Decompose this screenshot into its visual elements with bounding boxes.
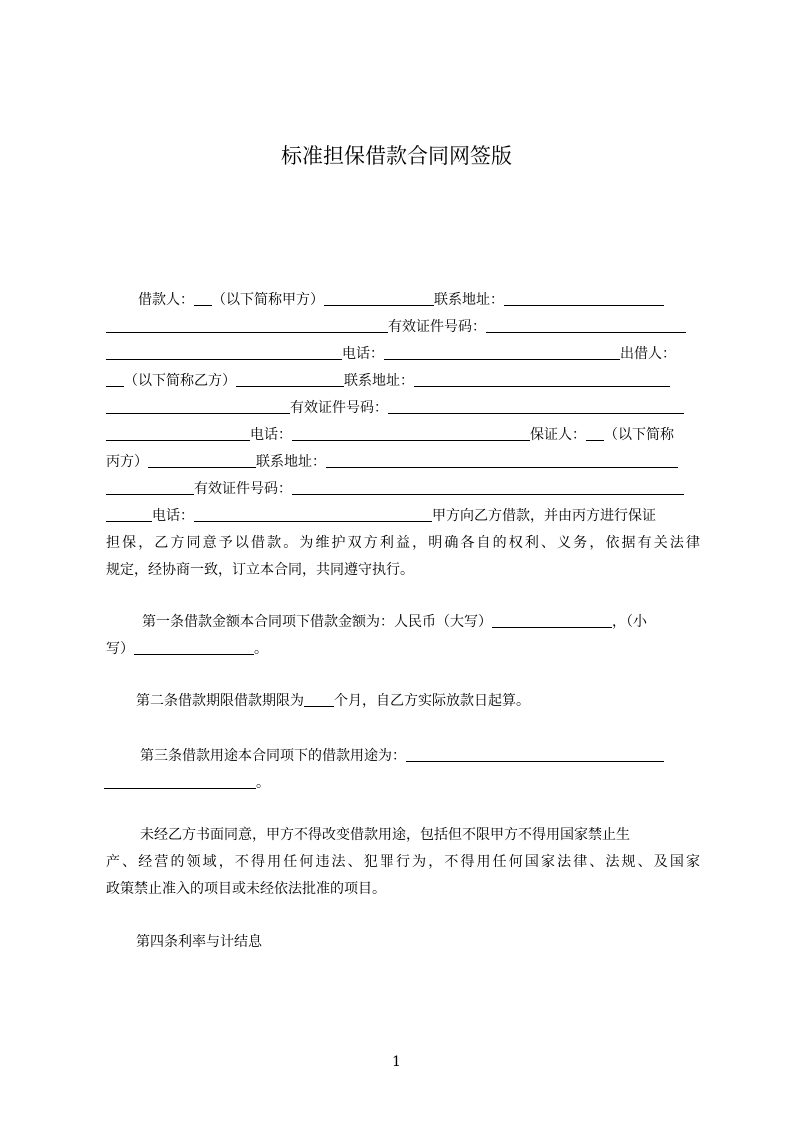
blank [326, 452, 678, 468]
restriction-line-2: 产、经营的领域，不得用任何违法、犯罪行为，不得用任何国家法律、法规、及国家 [106, 854, 700, 870]
article-2-text-b: 个月，自乙方实际放款日起算。 [334, 693, 530, 709]
blank [414, 371, 670, 387]
blank [106, 317, 388, 333]
article-1-line-1 [106, 609, 700, 635]
id-label: 有效证件号码： [194, 481, 292, 497]
blank [106, 425, 250, 441]
page-number: 1 [392, 1054, 401, 1070]
guarantor-label: 保证人： [530, 427, 586, 443]
party-line-3 [106, 341, 700, 367]
intro-line-3: 规定，经协商一致，订立本合同，共同遵守执行。 [106, 562, 414, 578]
blank [106, 479, 194, 495]
party-line-7 [106, 449, 700, 475]
usage-blank-cont [104, 773, 256, 789]
blank [194, 506, 432, 522]
address-label: 联系地址： [344, 373, 414, 389]
blank [586, 425, 604, 441]
document-title: 标准担保借款合同网签版 [281, 144, 512, 168]
restriction-line-1: 未经乙方书面同意，甲方不得改变借款用途，包括但不限甲方不得用国家禁止生 [140, 827, 630, 843]
party-line-9 [106, 503, 700, 529]
party-line-6 [106, 422, 700, 448]
article-1-text: 第一条借款金额本合同项下借款金额为：人民币（大写） [142, 614, 492, 630]
blank [148, 452, 256, 468]
article-3-text: 第三条借款用途本合同项下的借款用途为： [140, 748, 406, 764]
amount-digits-blank [134, 639, 254, 655]
article-2-text-a: 第二条借款期限借款期限为 [136, 693, 304, 709]
blank [384, 344, 620, 360]
phone-label: 电话： [152, 508, 194, 524]
blank [388, 398, 684, 414]
blank [236, 371, 344, 387]
address-label: 联系地址： [256, 454, 326, 470]
usage-blank [406, 746, 664, 762]
blank [106, 371, 124, 387]
article-1-small: ，（小 [612, 614, 647, 630]
lender-label: 出借人： [620, 346, 676, 362]
id-label: 有效证件号码： [388, 319, 486, 335]
article-3-end: 。 [256, 775, 270, 791]
address-label: 联系地址： [434, 292, 504, 308]
phone-label: 电话： [342, 346, 384, 362]
borrower-alias: （以下简称甲方） [212, 292, 324, 308]
guarantor-alias: （以下简称 [604, 427, 674, 443]
article-3-line-1 [106, 743, 700, 769]
guarantor-alias-cont: 丙方） [106, 454, 148, 470]
article-1-end: 。 [254, 641, 268, 657]
blank [106, 398, 290, 414]
borrower-label: 借款人： [138, 292, 194, 308]
restriction-line-3: 政策禁止准入的项目或未经依法批准的项目。 [106, 881, 386, 897]
party-line-8 [106, 476, 700, 502]
article-3-line-2 [104, 770, 698, 796]
article-4-heading: 第四条利率与计结息 [136, 934, 262, 950]
blank [106, 506, 152, 522]
party-line-2 [106, 314, 700, 340]
lender-alias: （以下简称乙方） [124, 373, 236, 389]
article-1-line-2 [106, 636, 700, 662]
id-label: 有效证件号码： [290, 400, 388, 416]
blank [486, 317, 686, 333]
blank [194, 290, 212, 306]
blank [106, 344, 342, 360]
article-1-small-cont: 写） [106, 641, 134, 657]
article-2-line [106, 688, 700, 714]
months-blank [304, 691, 334, 707]
blank [324, 290, 434, 306]
phone-label: 电话： [250, 427, 292, 443]
intro-text: 甲方向乙方借款，并由丙方进行保证 [432, 508, 656, 524]
intro-line-2: 担保，乙方同意予以借款。为维护双方利益，明确各自的权利、义务，依据有关法律 [106, 535, 700, 551]
party-line-5 [106, 395, 700, 421]
party-line-1 [106, 287, 700, 313]
amount-words-blank [492, 612, 612, 628]
blank [504, 290, 664, 306]
party-line-4 [106, 368, 700, 394]
blank [292, 479, 684, 495]
blank [292, 425, 530, 441]
